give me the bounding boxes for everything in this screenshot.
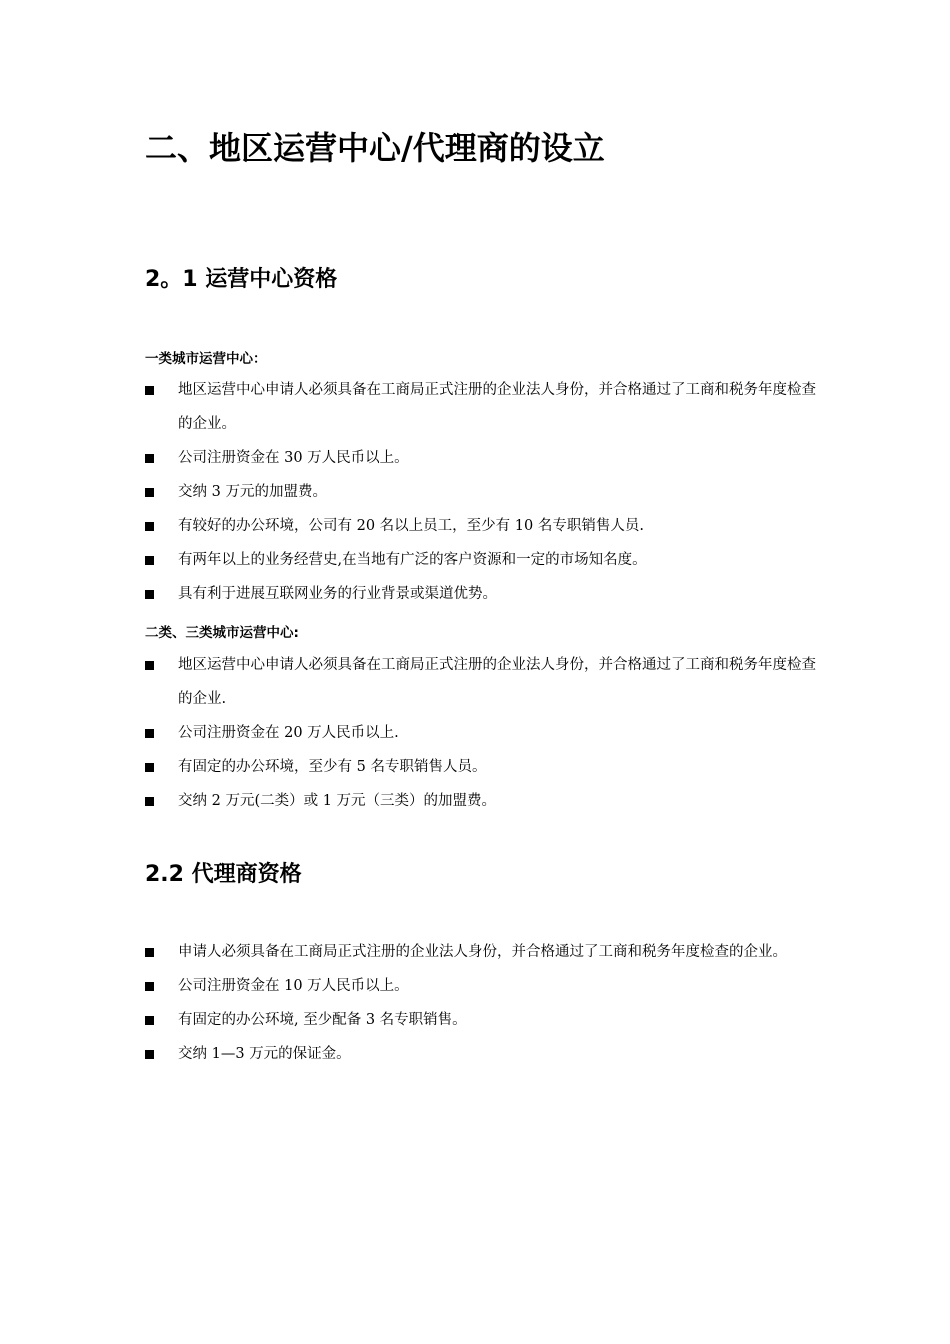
list-item [145, 969, 820, 1003]
list-item [145, 648, 820, 716]
list-item-text: 交纳 2 万元(二类）或 1 万元（三类）的加盟费。 [178, 793, 497, 809]
list-item [145, 784, 820, 818]
square-bullet-icon [145, 729, 154, 738]
list-item [145, 1003, 820, 1037]
list-item-text: 地区运营中心申请人必须具备在工商局正式注册的企业法人身份，并合格通过了工商和税务年度检查的企业. [178, 657, 816, 707]
square-bullet-icon [145, 556, 154, 565]
square-bullet-icon [145, 763, 154, 772]
list-item [145, 750, 820, 784]
square-bullet-icon [145, 386, 154, 395]
list-item [145, 543, 820, 577]
square-bullet-icon [145, 982, 154, 991]
list-item-text: 交纳 1—3 万元的保证金。 [178, 1046, 351, 1062]
list-item [145, 475, 820, 509]
tier1-requirements-list [145, 373, 820, 611]
square-bullet-icon [145, 661, 154, 670]
page-title: 二、地区运营中心/代理商的设立 [145, 129, 605, 167]
square-bullet-icon [145, 1016, 154, 1025]
list-item [145, 716, 820, 750]
list-item [145, 373, 820, 441]
square-bullet-icon [145, 454, 154, 463]
list-item [145, 935, 820, 969]
subheading-tier1-city: 一类城市运营中心： [145, 351, 267, 367]
square-bullet-icon [145, 590, 154, 599]
section-heading-agent: 2.2 代理商资格 [145, 862, 302, 887]
subheading-tier2-tier3-city: 二类、三类城市运营中心: [145, 625, 299, 641]
list-item-text: 公司注册资金在 10 万人民币以上。 [178, 978, 409, 994]
square-bullet-icon [145, 522, 154, 531]
list-item-text: 交纳 3 万元的加盟费。 [178, 484, 327, 500]
list-item-text: 公司注册资金在 20 万人民币以上. [178, 725, 399, 741]
square-bullet-icon [145, 1050, 154, 1059]
agent-requirements-list [145, 935, 820, 1071]
list-item-text: 有固定的办公环境，至少有 5 名专职销售人员。 [178, 759, 487, 775]
list-item [145, 1037, 820, 1071]
list-item-text: 申请人必须具备在工商局正式注册的企业法人身份，并合格通过了工商和税务年度检查的企业。 [178, 944, 787, 960]
list-item-text: 有固定的办公环境, 至少配备 3 名专职销售。 [178, 1012, 467, 1028]
tier2-tier3-requirements-list [145, 648, 820, 818]
list-item-text: 有两年以上的业务经营史,在当地有广泛的客户资源和一定的市场知名度。 [178, 552, 647, 568]
square-bullet-icon [145, 488, 154, 497]
list-item [145, 509, 820, 543]
list-item-text: 公司注册资金在 30 万人民币以上。 [178, 450, 409, 466]
list-item-text: 有较好的办公环境，公司有 20 名以上员工，至少有 10 名专职销售人员. [178, 518, 644, 534]
square-bullet-icon [145, 948, 154, 957]
list-item-text: 地区运营中心申请人必须具备在工商局正式注册的企业法人身份，并合格通过了工商和税务年度检查的企业。 [178, 382, 816, 432]
list-item [145, 441, 820, 475]
list-item-text: 具有利于进展互联网业务的行业背景或渠道优势。 [178, 586, 497, 602]
section-heading-operations-center: 2。1 运营中心资格 [145, 267, 338, 292]
square-bullet-icon [145, 797, 154, 806]
list-item [145, 577, 820, 611]
